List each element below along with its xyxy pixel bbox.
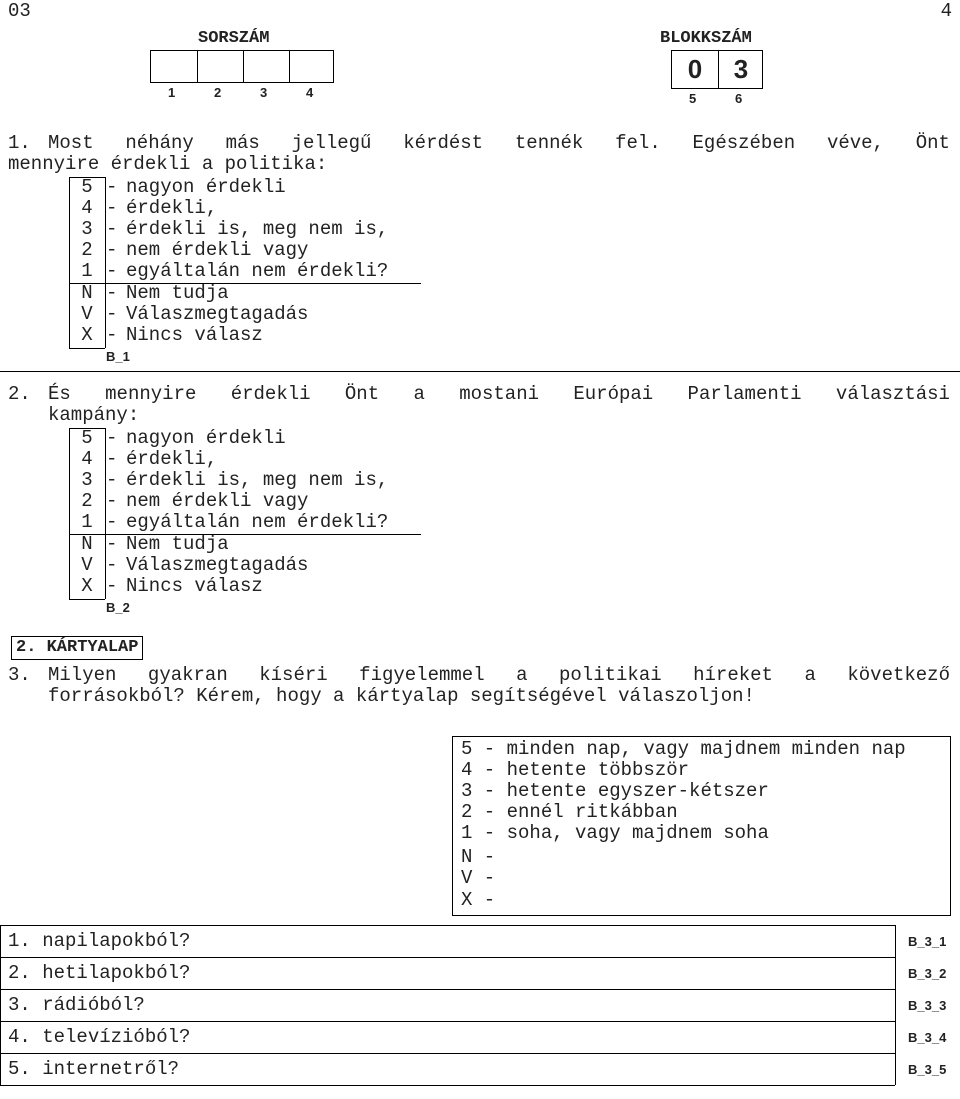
q1-number: 1. xyxy=(8,132,31,154)
q1-line-1: Most néhány más jellegű kérdést tennék fel. Egészében véve, Önt xyxy=(48,132,950,154)
q3-variable: B_3_1 xyxy=(908,934,947,949)
q3-line-2: forrásokból? Kérem, hogy a kártyalap segítségével válaszoljon! xyxy=(48,685,755,707)
divider xyxy=(0,371,960,372)
q2-text xyxy=(48,384,950,405)
sorszam-position-2: 2 xyxy=(214,85,222,100)
q3-source-row[interactable]: 4. televízióból? xyxy=(8,1026,191,1048)
q1-line-2: mennyire érdekli a politika: xyxy=(8,153,328,175)
q1-text xyxy=(48,133,950,154)
q2-line-1: És mennyire érdekli Önt a mostani Európai Parlamenti választási xyxy=(48,383,950,405)
q2-variable: B_2 xyxy=(106,600,130,615)
q3-text xyxy=(48,665,950,686)
q3-variable: B_3_4 xyxy=(908,1030,947,1045)
q1-answer-scale: 5 - nagyon érdekli 4 - érdekli, 3 - érdekli is, meg nem is, 2 - nem érdekli vagy 1 - egyáltalán nem érdekli? N - Nem tudja V - Válaszmegtagadás X - Nincs válasz xyxy=(69,177,429,349)
sorszam-position-1: 1 xyxy=(168,85,176,100)
blokkszam-label: BLOKKSZÁM xyxy=(660,29,752,48)
sorszam-boxes[interactable] xyxy=(150,50,334,83)
q3-legend-1: 1 - soha, vagy majdnem soha xyxy=(461,822,769,844)
sorszam-label: SORSZÁM xyxy=(198,29,270,48)
q3-source-row[interactable]: 3. rádióból? xyxy=(8,994,145,1016)
card-label: 2. KÁRTYALAP xyxy=(11,636,143,660)
q3-variable: B_3_3 xyxy=(908,998,947,1013)
q3-legend-4: 4 - hetente többször xyxy=(461,759,690,781)
blokkszam-boxes xyxy=(671,50,763,89)
page-number: 4 xyxy=(940,0,952,22)
q3-legend-5: 5 - minden nap, vagy majdnem minden nap xyxy=(461,738,906,760)
form-code: 03 xyxy=(8,0,31,22)
q3-line-1: Milyen gyakran kíséri figyelemmel a politikai híreket a következő xyxy=(48,664,950,686)
blokkszam-position-6: 6 xyxy=(735,91,743,106)
q3-legend-n: N - xyxy=(461,846,496,868)
q3-variable: B_3_5 xyxy=(908,1062,947,1077)
q3-legend-3: 3 - hetente egyszer-kétszer xyxy=(461,780,769,802)
q2-answer-scale: 5 - nagyon érdekli 4 - érdekli, 3 - érdekli is, meg nem is, 2 - nem érdekli vagy 1 - egyáltalán nem érdekli? N - Nem tudja V - Válaszmegtagadás X - Nincs válasz xyxy=(69,428,429,600)
q2-line-2: kampány: xyxy=(48,404,140,426)
q3-number: 3. xyxy=(8,664,31,686)
blokkszam-position-5: 5 xyxy=(689,91,697,106)
q3-source-row[interactable]: 2. hetilapokból? xyxy=(8,962,191,984)
q3-sources-table xyxy=(0,925,960,1089)
blokkszam-digit-1: 0 xyxy=(687,54,703,84)
q2-number: 2. xyxy=(8,383,31,405)
q3-legend-v: V - xyxy=(461,867,496,889)
sorszam-position-4: 4 xyxy=(306,85,314,100)
q1-variable: B_1 xyxy=(106,349,130,364)
q3-variable: B_3_2 xyxy=(908,966,947,981)
q3-legend-box xyxy=(452,736,951,916)
q3-legend-x: X - xyxy=(461,889,496,911)
blokkszam-digit-2: 3 xyxy=(733,54,749,84)
sorszam-position-3: 3 xyxy=(260,85,268,100)
q3-legend-2: 2 - ennél ritkábban xyxy=(461,801,678,823)
q3-source-row[interactable]: 1. napilapokból? xyxy=(8,930,191,952)
q3-source-row[interactable]: 5. internetről? xyxy=(8,1058,180,1080)
